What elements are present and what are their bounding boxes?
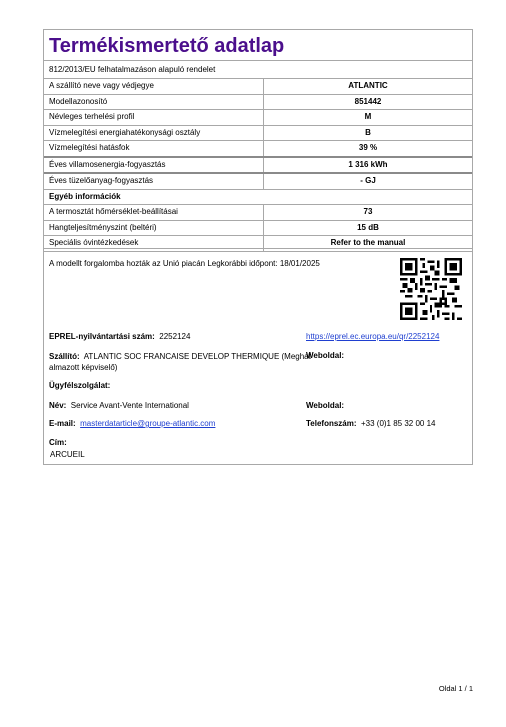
product-fiche-table [43, 29, 473, 252]
table-row [44, 174, 472, 190]
row-label: Éves tüzelőanyag-fogyasztás [44, 174, 264, 189]
table-row [44, 205, 472, 221]
market-date-text: A modellt forgalomba hozták az Unió piacán Legkorábbi időpont: 18/01/2025 [49, 259, 320, 268]
row-label: Speciális óvintézkedések [44, 236, 264, 251]
eprel-link[interactable]: https://eprel.ec.europa.eu/qr/2252124 [306, 332, 440, 341]
row-label: A szállító neve vagy védjegye [44, 79, 264, 94]
row-label: Vízmelegítési hatásfok [44, 141, 264, 156]
row-value: 15 dB [357, 222, 379, 232]
row-label: Névleges terhelési profil [44, 110, 264, 125]
row-value: ATLANTIC [348, 81, 388, 90]
supplier-label: Szállító: [49, 352, 80, 361]
row-label: Hangteljesítményszint (beltéri) [44, 221, 264, 236]
eprel-field [49, 332, 190, 341]
service-website-label: Weboldal: [306, 401, 345, 410]
table-row [44, 158, 472, 175]
row-label: Modellazonosító [44, 95, 264, 110]
table-row [44, 126, 472, 142]
page-number: Oldal 1 / 1 [438, 684, 473, 693]
eprel-number: 2252124 [159, 332, 191, 341]
customer-service-heading: Ügyfélszolgálat: [49, 381, 111, 390]
qr-code-icon[interactable] [400, 258, 462, 320]
row-value: B [365, 127, 371, 137]
supplier-field [49, 351, 311, 373]
row-value: - GJ [360, 176, 376, 185]
table-row [44, 110, 472, 126]
table-row [44, 79, 472, 95]
row-value: 39 % [358, 143, 378, 152]
address-label: Cím: [49, 438, 67, 447]
row-value: M [364, 112, 372, 121]
name-label: Név: [49, 401, 67, 410]
name-field [49, 401, 189, 410]
eprel-label: EPREL-nyilvántartási szám: [49, 332, 155, 341]
phone-label: Telefonszám: [306, 419, 357, 428]
phone-value: +33 (0)1 85 32 00 14 [360, 419, 436, 428]
supplier-info-box [43, 248, 473, 465]
email-label: E-mail: [49, 419, 76, 428]
row-label: A termosztát hőmérséklet-beállításai [44, 205, 264, 220]
table-row [44, 221, 472, 237]
table-row [44, 141, 472, 158]
row-label: Vízmelegítési energiahatékonysági osztály [44, 126, 264, 141]
table-row [44, 95, 472, 111]
phone-field [306, 419, 436, 428]
supplier-website-label: Weboldal: [306, 351, 345, 360]
row-value: Refer to the manual [330, 238, 406, 247]
other-info-heading: Egyéb információk [44, 190, 472, 206]
row-value: 851442 [354, 96, 382, 106]
name-value: Service Avant-Vente International [70, 401, 189, 410]
address-value: ARCUEIL [50, 450, 85, 459]
email-field [49, 419, 215, 428]
row-value: 73 [363, 207, 373, 216]
supplier-line-2: almazott képviselő) [49, 363, 118, 372]
page-title: Termékismertető adatlap [44, 30, 472, 61]
row-value: 1 316 kWh [348, 159, 388, 169]
row-label: Éves villamosenergia-fogyasztás [44, 158, 264, 173]
regulation-subtitle: 812/2013/EU felhatalmazáson alapuló rendelet [44, 61, 472, 79]
supplier-line-1: ATLANTIC SOC FRANCAISE DEVELOP THERMIQUE (Meghat [83, 352, 311, 361]
email-link[interactable]: masterdatarticle@groupe-atlantic.com [80, 419, 216, 428]
